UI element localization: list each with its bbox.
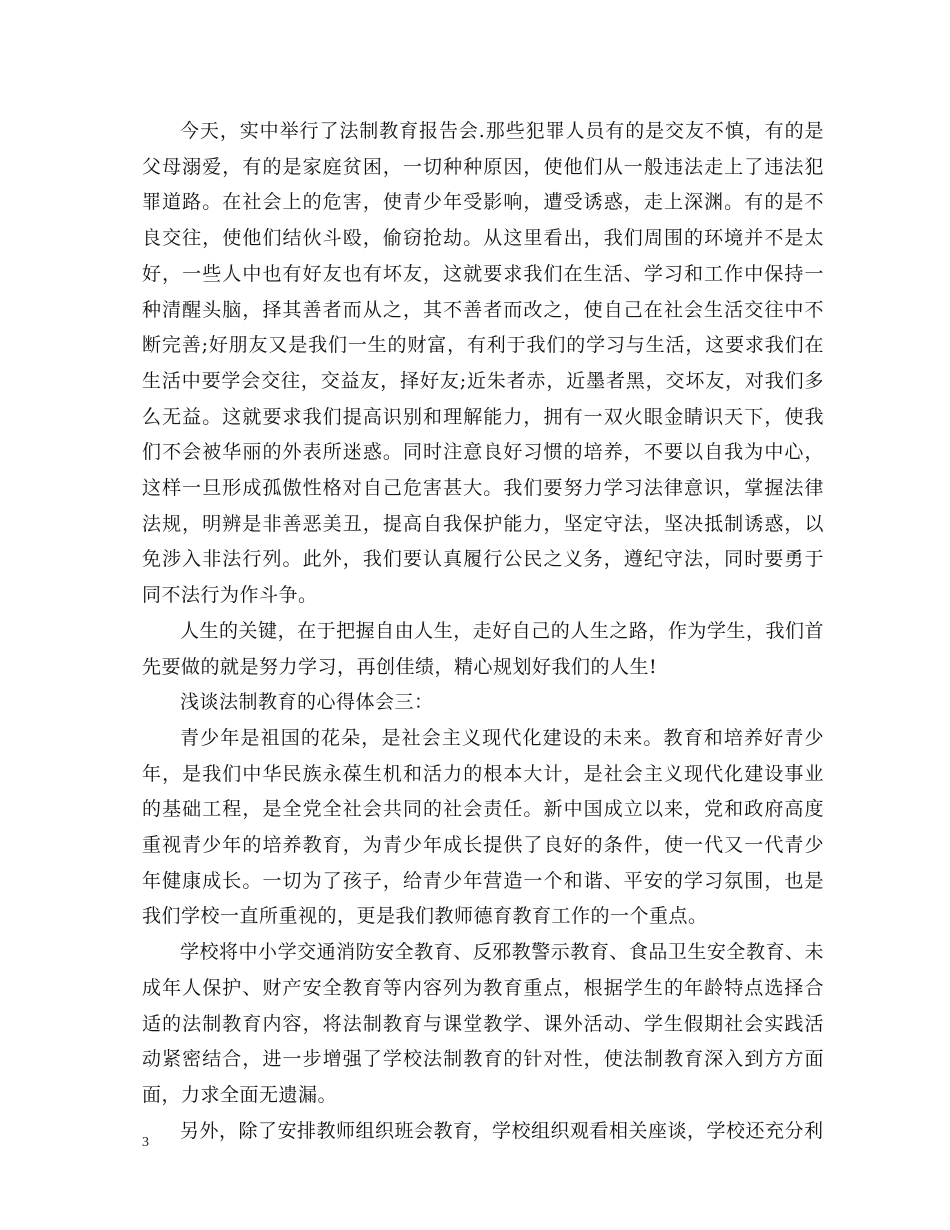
page-number: 3 <box>142 1135 149 1150</box>
paragraph-additional: 另外，除了安排教师组织班会教育，学校组织观看相关座谈，学校还充分利 <box>180 1119 824 1142</box>
section-heading: 浅谈法制教育的心得体会三： <box>180 691 434 714</box>
paragraph-report-meeting: 今天，实中举行了法制教育报告会.那些犯罪人员有的是交友不慎，有的是父母溺爱，有的是家庭贫困，一切种种原因，使他们从一般违法走上了违法犯罪道路。在社会上的危害，使青少年受影响，遭受诱惑，走上深渊。有的是不良交往，使他们结伙斗殴，偷窃抢劫。从这里看出，我们周围的环境并不是太好，一些人中也有好友也有坏友，这就要求我们在生活、学习和工作中保持一种清醒头脑，择其善者而从之，其不善者而改之，使自己在社会生活交往中不断完善;好朋友又是我们一生的财富，有利于我们的学习与生活，这要求我们在生活中要学会交往，交益友，择好友;近朱者赤，近墨者黑，交坏友，对我们多么无益。这就要求我们提高识别和理解能力，拥有一双火眼金睛识天下，使我们不会被华丽的外表所迷惑。同时注意良好习惯的培养，不要以自我为中心，这样一旦形成孤傲性格对自己危害甚大。我们要努力学习法律意识，掌握法律法规，明辨是非善恶美丑，提高自我保护能力，坚定守法，坚决抵制诱惑，以免涉入非法行列。此外，我们要认真履行公民之义务，遵纪守法，同时要勇于同不法行为作斗争。 <box>142 120 824 607</box>
document-body <box>142 114 824 1149</box>
paragraph-school-education: 学校将中小学交通消防安全教育、反邪教警示教育、食品卫生安全教育、未成年人保护、财产安全教育等内容列为教育重点，根据学生的年龄特点选择合适的法制教育内容，将法制教育与课堂教学、课外活动、学生假期社会实践活动紧密结合，进一步增强了学校法制教育的针对性，使法制教育深入到方方面面，力求全面无遗漏。 <box>142 941 824 1106</box>
paragraph-youth: 青少年是祖国的花朵，是社会主义现代化建设的未来。教育和培养好青少年，是我们中华民族永葆生机和活力的根本大计，是社会主义现代化建设事业的基础工程，是全党全社会共同的社会责任。新中国成立以来，党和政府高度重视青少年的培养教育，为青少年成长提供了良好的条件，使一代又一代青少年健康成长。一切为了孩子，给青少年营造一个和谐、平安的学习氛围，也是我们学校一直所重视的，更是我们教师德育教育工作的一个重点。 <box>142 726 824 928</box>
paragraph-life-key: 人生的关键，在于把握自由人生，走好自己的人生之路，作为学生，我们首先要做的就是努力学习，再创佳绩，精心规划好我们的人生! <box>142 619 824 678</box>
